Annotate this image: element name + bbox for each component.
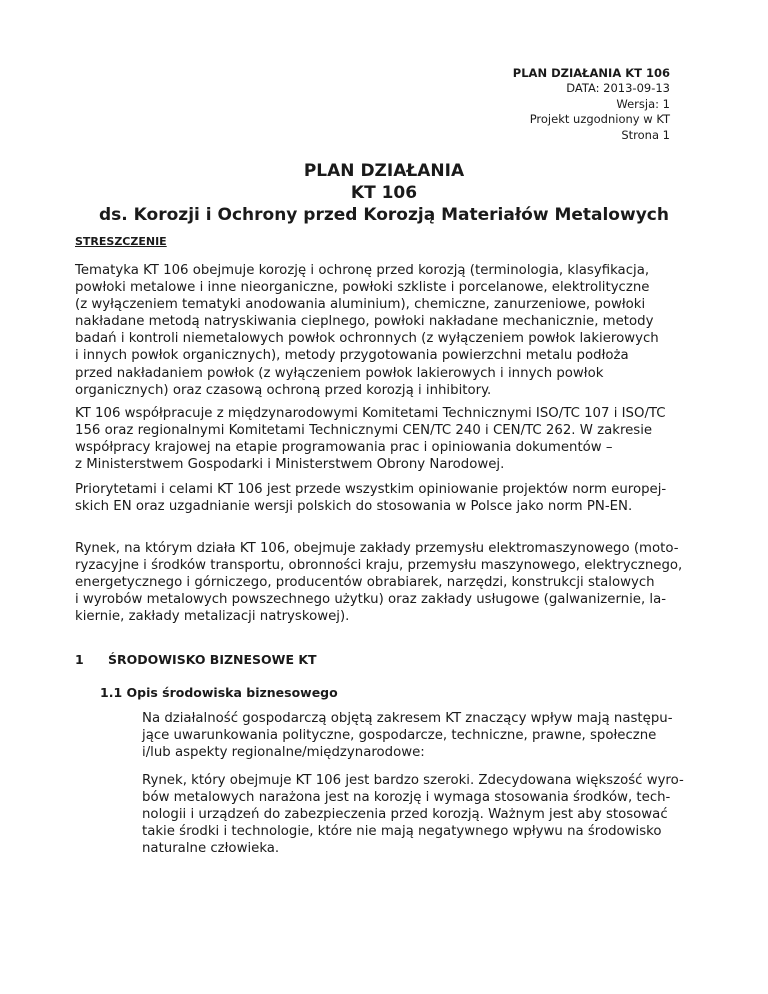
- text-line: ryzacyjne i środków transportu, obronności kraju, przemysłu maszynowego, elektrycznego,: [75, 558, 683, 574]
- text-line: energetycznego i górniczego, producentów obrabiarek, narzędzi, konstrukcji stalowych: [75, 575, 655, 591]
- section-1-heading: [75, 652, 317, 667]
- text-line: kiernie, zakłady metalizacji natryskowej).: [75, 609, 350, 625]
- text-line: z Ministerstwem Gospodarki i Ministerstwem Obrony Narodowej.: [75, 457, 505, 473]
- header-date: DATA: 2013-09-13: [566, 81, 670, 96]
- text-line: takie środki i technologie, które nie mają negatywnego wpływu na środowisko: [142, 824, 662, 840]
- text-line: 156 oraz regionalnymi Komitetami Technicznymi CEN/TC 240 i CEN/TC 262. W zakresie: [75, 423, 653, 439]
- text-line: Na działalność gospodarczą objętą zakresem KT znaczący wpływ mają następu-: [142, 711, 673, 726]
- text-line: Tematyka KT 106 obejmuje korozję i ochronę przed korozją (terminologia, klasyfikacja,: [75, 263, 650, 278]
- document-title-line-1: PLAN DZIAŁANIA: [303, 161, 465, 181]
- summary-paragraph-3: [75, 481, 695, 515]
- summary-paragraph-1: [75, 262, 695, 399]
- text-line: bów metalowych narażona jest na korozję i wymaga stosowania środków, tech-: [142, 790, 671, 806]
- subsection-1-1-heading: 1.1 Opis środowiska biznesowego: [100, 685, 338, 700]
- summary-paragraph-2: [75, 405, 695, 473]
- document-title: [0, 160, 768, 226]
- summary-paragraph-4: [75, 540, 695, 625]
- text-line: (z wyłączeniem tematyki anodowania aluminium), chemiczne, zanurzeniowe, powłoki: [75, 297, 646, 313]
- text-line: współpracy krajowej na etapie programowania prac i opiniowania dokumentów –: [75, 440, 613, 456]
- text-line: organicznych) oraz czasową ochroną przed korozją i inhibitory.: [75, 382, 492, 398]
- text-line: Rynek, na którym działa KT 106, obejmuje zakłady przemysłu elektromaszynowego (moto-: [75, 541, 679, 556]
- text-line: przed nakładaniem powłok (z wyłączeniem powłok lakierowych i innych powłok: [75, 365, 604, 381]
- text-line: Priorytetami i celami KT 106 jest przede wszystkim opiniowanie projektów norm europej-: [75, 482, 667, 497]
- document-title-line-2: KT 106: [350, 183, 418, 203]
- text-line: KT 106 współpracuje z międzynarodowymi Komitetami Technicznymi ISO/TC 107 i ISO/TC: [75, 406, 666, 421]
- summary-heading: STRESZCZENIE: [75, 235, 167, 248]
- page-header: [513, 66, 670, 143]
- text-line: i innych powłok organicznych), metody przygotowania powierzchni metalu podłoża: [75, 348, 629, 364]
- header-version: Wersja: 1: [616, 96, 670, 111]
- header-page-number: Strona 1: [621, 127, 670, 142]
- header-status: Projekt uzgodniony w KT: [529, 112, 670, 127]
- text-line: powłoki metalowe i inne nieorganiczne, powłoki szkliste i porcelanowe, elektrolityczne: [75, 280, 650, 296]
- text-line: i wyrobów metalowych powszechnego użytku) oraz zakłady usługowe (galwanizernie, la-: [75, 592, 667, 608]
- subsection-paragraph-1: [142, 710, 697, 761]
- text-line: nakładane metodą natryskiwania cieplnego, powłoki nakładane mechanicznie, metody: [75, 314, 654, 330]
- text-line: badań i kontroli niemetalowych powłok ochronnych (z wyłączeniem powłok lakierowych: [75, 331, 659, 347]
- document-title-line-3: ds. Korozji i Ochrony przed Korozją Materiałów Metalowych: [99, 205, 669, 225]
- text-line: nologii i urządzeń do zabezpieczenia przed korozją. Ważnym jest aby stosować: [142, 807, 668, 823]
- header-title: PLAN DZIAŁANIA KT 106: [512, 66, 670, 80]
- text-line: naturalne człowieka.: [142, 841, 280, 857]
- text-line: i/lub aspekty regionalne/międzynarodowe:: [142, 745, 425, 761]
- section-title: ŚRODOWISKO BIZNESOWE KT: [108, 652, 317, 667]
- text-line: Rynek, który obejmuje KT 106 jest bardzo szeroki. Zdecydowana większość wyro-: [142, 773, 684, 788]
- text-line: jące uwarunkowania polityczne, gospodarcze, techniczne, prawne, społeczne: [142, 728, 657, 744]
- subsection-paragraph-2: [142, 772, 697, 857]
- section-number: 1: [75, 652, 84, 667]
- text-line: skich EN oraz uzgadnianie wersji polskich do stosowania w Polsce jako norm PN-EN.: [75, 499, 633, 515]
